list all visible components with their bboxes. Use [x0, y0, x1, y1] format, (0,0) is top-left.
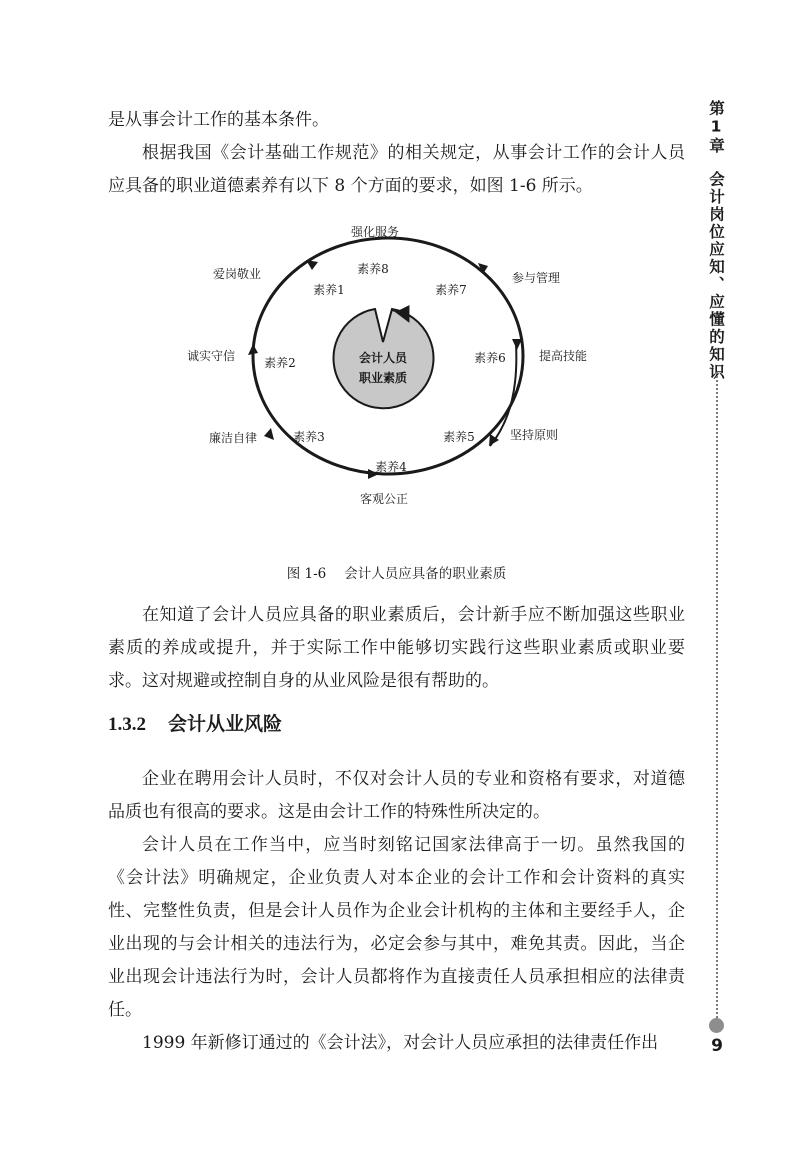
running-head-rule [716, 372, 718, 1018]
running-head [703, 100, 729, 381]
center-label-line1: 会计人员 [358, 351, 408, 365]
inner-label-s8: 素养8 [357, 262, 389, 276]
outer-label-participate: 参与管理 [511, 271, 561, 285]
ring-arrow-left [248, 344, 258, 355]
ring-arrow-lower-left [264, 428, 274, 440]
page-number-dot [709, 1018, 724, 1033]
paragraph-continuation: 是从事会计工作的基本条件。 [108, 110, 329, 130]
chapter-label: 第1章 [707, 100, 725, 155]
figure-caption [108, 562, 685, 586]
section-heading [108, 708, 282, 741]
outer-label-skills: 提高技能 [538, 349, 588, 363]
outer-label-integrity: 廉洁自律 [208, 431, 258, 445]
section-number: 1.3.2 [108, 714, 146, 735]
inner-label-s6: 素养6 [474, 351, 506, 365]
outer-label-service: 强化服务 [350, 225, 400, 239]
paragraph-standards: 根据我国《会计基础工作规范》的相关规定，从事会计工作的会计人员应具备的职业道德素养有以下 8 个方面的要求，如图 1-6 所示。 [108, 143, 685, 196]
inner-label-s3: 素养3 [293, 430, 325, 444]
paragraph-hiring: 企业在聘用会计人员时，不仅对会计人员的专业和资格有要求，对道德品质也有很高的要求。这是由会计工作的特殊性所决定的。 [108, 769, 685, 822]
ring-arrow-right [512, 339, 522, 350]
outer-label-objective: 客观公正 [359, 492, 409, 506]
paragraph-accounting-law: 1999 年新修订通过的《会计法》，对会计人员应承担的法律责任作出 [142, 1033, 659, 1053]
section-title: 会计从业风险 [168, 713, 283, 735]
inner-label-s5: 素养5 [443, 430, 475, 444]
paragraph-law: 会计人员在工作当中，应当时刻铭记国家法律高于一切。虽然我国的《会计法》明确规定，企业负责人对本企业的会计工作和会计资料的真实性、完整性负责，但是会计人员作为企业会计机构的主体和主要经手人，企业出现的与会计相关的违法行为，必定会参与其中，难免其责。因此，当企业出现会计违法行为时，会计人员都将作为直接责任人员承担相应的法律责任。 [108, 835, 685, 1020]
outer-label-dedication: 爱岗敬业 [212, 267, 262, 281]
inner-label-s1: 素养1 [313, 283, 345, 297]
inner-label-s2: 素养2 [264, 356, 296, 370]
figure-professional-qualities [170, 214, 600, 524]
page-number: 9 [711, 1036, 723, 1056]
ring-arrow-top [306, 260, 318, 270]
chapter-title: 会计岗位应知、应懂的知识 [707, 171, 725, 381]
center-label-line2: 职业素质 [358, 371, 408, 385]
paragraph-after-figure: 在知道了会计人员应具备的职业素质后，会计新手应不断加强这些职业素质的养成或提升，并于实际工作中能够切实践行这些职业素质或职业要求。这对规避或控制自身的从业风险是很有帮助的。 [108, 605, 685, 691]
outer-label-honesty: 诚实守信 [186, 349, 236, 363]
outer-label-principles: 坚持原则 [509, 428, 559, 442]
qualities-cycle-diagram [170, 214, 600, 524]
figure-caption-text: 会计人员应具备的职业素质 [344, 566, 507, 582]
inner-label-s7: 素养7 [435, 283, 467, 297]
inner-label-s4: 素养4 [375, 460, 407, 474]
figure-number: 图 1-6 [286, 566, 327, 582]
